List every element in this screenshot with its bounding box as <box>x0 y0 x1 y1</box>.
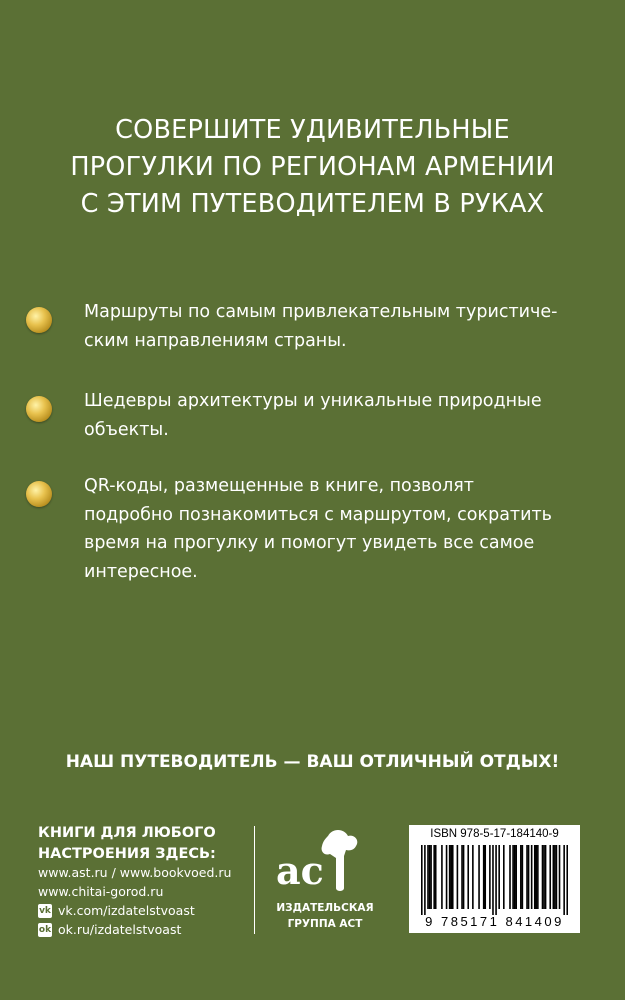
bullet-line: время на прогулку и помогут увидеть все самое <box>84 533 535 553</box>
barcode-bar <box>536 845 538 909</box>
vk-icon: vk <box>39 906 51 916</box>
logo-text: ac <box>276 848 324 893</box>
isbn-label: ISBN 978-5-17-184140-9 <box>430 828 559 840</box>
publisher-name-line: ИЗДАТЕЛЬСКАЯ <box>276 902 374 914</box>
barcode-bar <box>435 845 437 909</box>
barcode-bar <box>441 845 443 909</box>
shops-title-line: НАСТРОЕНИЯ ЗДЕСЬ: <box>38 846 216 862</box>
barcode-bar <box>503 845 505 909</box>
shops-title-line: КНИГИ ДЛЯ ЛЮБОГО <box>38 825 216 841</box>
barcode-bar <box>545 845 547 909</box>
ast-publisher-logo <box>272 826 378 896</box>
barcode-bar <box>483 845 485 909</box>
barcode-bar <box>463 845 465 909</box>
barcode-bar <box>537 845 539 909</box>
barcode-bar <box>498 845 500 909</box>
barcode-bar <box>542 845 544 909</box>
barcode-bar <box>514 845 516 909</box>
barcode-bar <box>566 845 568 915</box>
barcode-bar <box>556 845 558 909</box>
barcode-bar <box>484 845 486 909</box>
ok-icon: ok <box>38 925 52 935</box>
barcode-bar <box>427 845 429 909</box>
barcode-bar <box>467 845 469 909</box>
vk-link[interactable]: vk.com/izdatelstvoast <box>58 903 195 918</box>
gold-coin-bullet-icon <box>26 307 52 333</box>
barcode-bar <box>450 845 452 909</box>
barcode-bar <box>429 845 431 909</box>
publisher-name <box>262 900 388 932</box>
divider <box>254 826 255 934</box>
barcode-bar <box>512 845 514 909</box>
shop-link-chitai-gorod[interactable]: www.chitai-gorod.ru <box>38 884 164 899</box>
ok-link[interactable]: ok.ru/izdatelstvoast <box>58 922 182 937</box>
barcode-bar <box>515 845 517 909</box>
headline <box>0 112 625 223</box>
barcode-bar <box>430 845 432 909</box>
isbn-digits: 9 785171 841409 <box>425 914 564 929</box>
gold-coin-bullet-icon <box>26 481 52 507</box>
barcode-bar <box>461 845 463 909</box>
barcode-bar <box>522 845 524 909</box>
barcode-bar <box>478 845 480 909</box>
barcode-bar <box>495 845 497 915</box>
barcode-bar <box>457 845 459 909</box>
bullet-line: объекты. <box>84 419 169 440</box>
barcode-bar <box>433 845 435 909</box>
barcode-bar <box>534 845 536 909</box>
barcode-bar <box>554 845 556 909</box>
bullet-line: Шедевры архитектуры и уникальные природные <box>84 391 542 411</box>
barcode-bar <box>543 845 545 909</box>
barcode-bar <box>559 845 561 909</box>
bullet-routes <box>84 298 584 355</box>
bullet-line: подробно познакомиться с маршрутом, сократить <box>84 504 552 525</box>
barcode-bar <box>421 845 423 915</box>
barcode-bar <box>452 845 454 909</box>
headline-line: С ЭТИМ ПУТЕВОДИТЕЛЕМ В РУКАХ <box>80 189 545 219</box>
headline-line: СОВЕРШИТЕ УДИВИТЕЛЬНЫЕ <box>115 115 510 145</box>
barcode-bar <box>509 845 511 909</box>
bullet-architecture <box>84 387 584 444</box>
bullet-line: QR-коды, размещенные в книге, позволят <box>84 476 474 496</box>
barcode-bar <box>449 845 451 909</box>
barcode-bar <box>549 845 551 909</box>
barcode-bar <box>531 845 533 909</box>
barcode-bar <box>492 845 494 915</box>
publisher-name-line: ГРУППА АСТ <box>287 918 363 930</box>
shop-link-ast-bookvoed[interactable]: www.ast.ru / www.bookvoed.ru <box>38 865 232 880</box>
bullet-line: Маршруты по самым привлекательным туристиче- <box>84 302 558 322</box>
barcode-bars <box>421 845 568 915</box>
barcode-bar <box>446 845 448 909</box>
barcode-bar <box>526 845 528 909</box>
shops-title <box>38 823 216 865</box>
isbn-barcode <box>409 825 580 933</box>
bullet-line: интересное. <box>84 561 198 582</box>
barcode-bar <box>553 845 555 909</box>
bullet-line: ским направлениям страны. <box>84 330 347 351</box>
bullet-qr-codes <box>84 472 584 586</box>
barcode-bar <box>563 845 565 915</box>
headline-line: ПРОГУЛКИ ПО РЕГИОНАМ АРМЕНИИ <box>70 152 555 182</box>
gold-coin-bullet-icon <box>26 396 52 422</box>
barcode-bar <box>472 845 474 909</box>
slogan: НАШ ПУТЕВОДИТЕЛЬ — ВАШ ОТЛИЧНЫЙ ОТДЫХ! <box>65 752 560 772</box>
barcode-bar <box>528 845 530 909</box>
barcode-bar <box>520 845 522 909</box>
barcode-bar <box>489 845 491 909</box>
barcode-bar <box>424 845 426 915</box>
